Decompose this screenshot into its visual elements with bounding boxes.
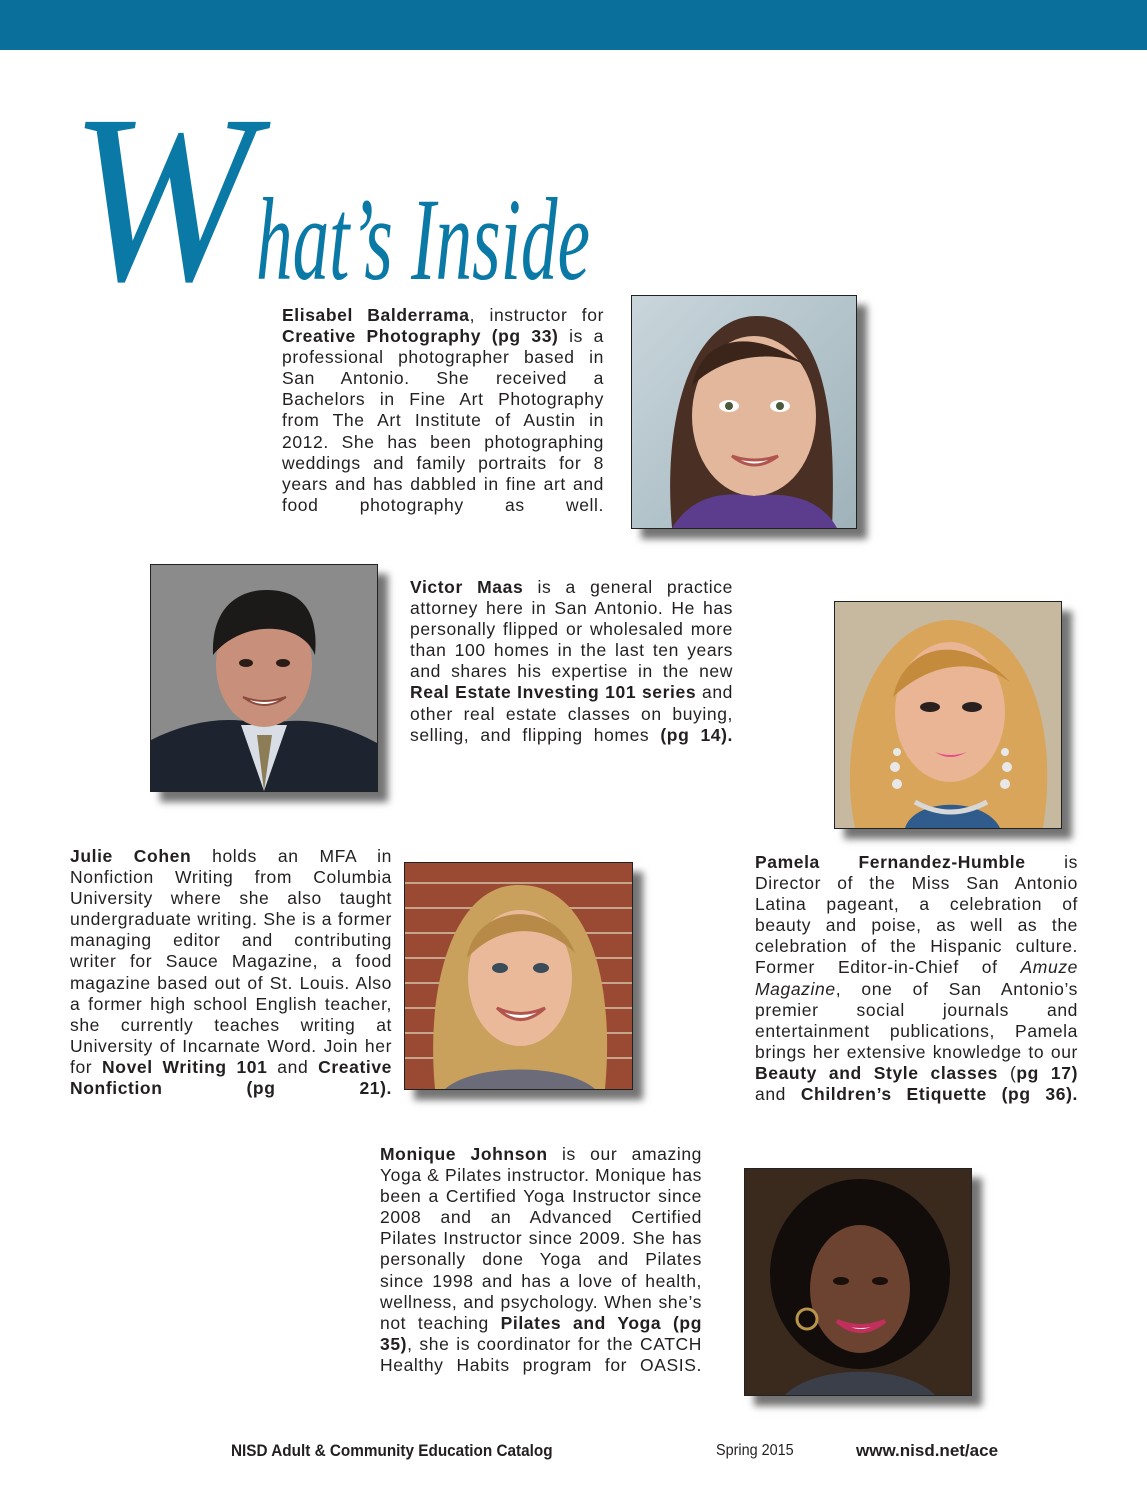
footer-catalog: NISD Adult & Community Education Catalog <box>231 1441 553 1460</box>
bio-bold-text: Children’s Etiquette (pg 36). <box>800 1084 1078 1105</box>
bio-fernandez <box>755 852 1078 1105</box>
bio-bold-text: Pilates and Yoga (pg 35) <box>380 1312 702 1354</box>
bio-bold-text: Pamela Fernandez-Humble <box>755 852 1026 872</box>
bio-text: , one of San Antonio’s premier social journals and entertainment publications, Pamela brings her extensive knowledge to our <box>755 978 1078 1062</box>
photo-cohen <box>404 862 633 1090</box>
portrait-woman-blonde-earrings-image <box>835 602 1061 828</box>
bio-bold-text: (pg 14). <box>660 724 733 745</box>
page-title <box>70 65 795 331</box>
bio-maas <box>410 577 733 746</box>
bio-text: and <box>267 1056 319 1077</box>
photo-maas <box>150 564 378 792</box>
portrait-woman-blonde-brick-wall-image <box>405 863 632 1089</box>
bio-bold-text: Elisabel Balderrama <box>282 305 470 325</box>
photo-johnson <box>744 1168 972 1396</box>
bio-bold-text: Novel Writing 101 <box>102 1056 268 1077</box>
portrait-woman-curly-hair-image <box>745 1169 971 1395</box>
bio-text: is a general practice attorney here in San Antonio. He has personally flipped or wholesaled more than 100 homes in the last ten years and shares his expertise in the new <box>410 577 733 682</box>
header-bar <box>0 0 1147 50</box>
bio-bold-text: Victor Maas <box>410 577 524 597</box>
footer-url-link[interactable]: www.nisd.net/ace <box>856 1441 999 1460</box>
bio-bold-text: Monique Johnson <box>380 1144 548 1164</box>
portrait-man-suit-image <box>151 565 377 791</box>
bio-text: , instructor for <box>469 305 605 325</box>
bio-bold-text: Real Estate Investing 101 series <box>410 682 697 703</box>
bio-balderrama <box>282 305 604 516</box>
footer-season: Spring 2015 <box>716 1442 794 1459</box>
bio-text: , she is coordinator for the CATCH Healthy Habits program for OASIS. <box>380 1333 702 1375</box>
bio-text: is a professional photographer based in San Antonio. She received a Bachelors in Fine Art Photography from The Art Institute of Austin in 2012. She has been photographing weddings and family portraits for 8 years and has dabbled in fine art and food photography as well. <box>282 326 604 515</box>
bio-text: is Director of the Miss San Antonio Latina pageant, a celebration of beauty and poise, as well as the celebration of the Hispanic culture. Former Editor-in-Chief of <box>755 852 1078 978</box>
photo-fernandez <box>834 601 1062 829</box>
page-title-rest: hat’s Inside <box>255 174 590 305</box>
bio-bold-text: Julie Cohen <box>70 846 192 866</box>
photo-balderrama <box>631 295 857 529</box>
bio-johnson <box>380 1144 702 1376</box>
bio-text: and <box>755 1084 801 1105</box>
bio-bold-text: Creative Photography (pg 33) <box>282 326 559 347</box>
portrait-woman-brunette-image <box>632 296 856 528</box>
bio-cohen <box>70 846 392 1099</box>
bio-bold-text: Beauty and Style classes <box>755 1062 998 1083</box>
bio-text: and other real estate classes on buying, selling, and flipping homes <box>410 682 733 745</box>
bio-italic-text: Amuze Magazine <box>755 957 1078 999</box>
page-title-initial: W <box>70 65 249 331</box>
bio-bold-text: pg 17) <box>1016 1062 1078 1083</box>
bio-text: is our amazing Yoga & Pilates instructor. Monique has been a Certified Yoga Instructor since 2008 and an Advanced Certified Pilates Instructor since 2009. She has personally done Yoga and Pilates since 1998 and has a love of health, wellness, and psychology. When she’s not teaching <box>380 1144 702 1333</box>
bio-text: ( <box>998 1062 1017 1083</box>
bio-text: holds an MFA in Nonfiction Writing from Columbia University where she also taught undergraduate writing. She is a former managing editor and contributing writer for Sauce Magazine, a food magazine based out of St. Louis. Also a former high school English teacher, she currently teaches writing at University of Incarnate Word. Join her for <box>70 846 393 1077</box>
bio-bold-text: Creative Nonfiction (pg 21). <box>70 1056 392 1099</box>
